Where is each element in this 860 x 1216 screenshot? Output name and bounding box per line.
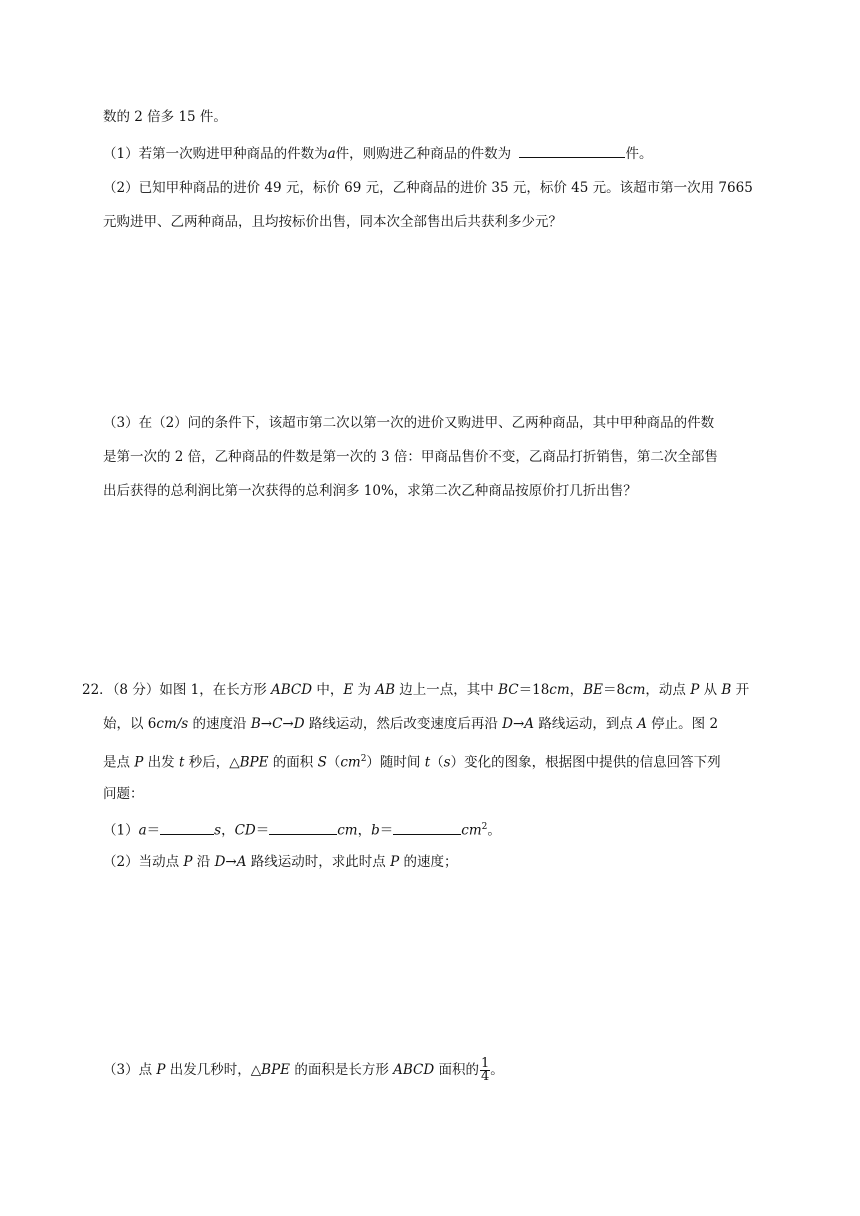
var-A: A xyxy=(524,716,535,732)
answer-blank-CD[interactable] xyxy=(269,820,337,835)
text: 是点 xyxy=(103,754,135,771)
q21-p1-mid: 件，则购进乙种商品的件数为 xyxy=(335,146,512,162)
var-D: D xyxy=(214,854,226,870)
var-P: P xyxy=(183,854,193,870)
arrow-icon: → xyxy=(260,716,273,732)
var-AB: AB xyxy=(375,682,395,698)
q21-part2-line2: 元购进甲、乙两种商品，且均按标价出售，同本次全部售出后共获利多少元？ xyxy=(103,214,562,230)
text: ＝18 xyxy=(518,682,550,698)
text: 的速度沿 xyxy=(188,716,251,732)
var-A: A xyxy=(637,716,647,732)
unit-cm: cm xyxy=(461,822,482,839)
var-A: A xyxy=(236,854,247,870)
text: 路线运动，到点 xyxy=(534,716,638,732)
q22-line4: 问题： xyxy=(103,786,144,802)
arrow-icon: → xyxy=(225,854,237,870)
var-P: P xyxy=(156,1062,166,1078)
text: （ xyxy=(430,754,444,771)
q21-part3-line3: 出后获得的总利润比第一次获得的总利润多 10%，求第二次乙种商品按原价打几折出售？ xyxy=(103,483,637,499)
text: ）变化的图象，根据图中提供的信息回答下列 xyxy=(450,754,721,771)
q21-part3-line1: （3）在（2）问的条件下，该超市第二次以第一次的进价又购进甲、乙两种商品，其中甲种商品的件数 xyxy=(103,415,715,431)
text: 路线运动，然后改变速度后再沿 xyxy=(304,716,503,732)
q22-part1 xyxy=(103,817,501,841)
text: ， xyxy=(221,822,235,839)
var-b: b xyxy=(371,822,380,839)
answer-blank-a[interactable] xyxy=(160,820,214,835)
text: 的速度； xyxy=(399,854,458,870)
q22-line1 xyxy=(82,680,749,700)
text: 沿 xyxy=(192,854,215,870)
text: 面积的 xyxy=(434,1062,479,1078)
arrow-icon: → xyxy=(282,716,294,732)
var-P: P xyxy=(134,754,144,771)
text: 路线运动时，求此时点 xyxy=(246,854,391,870)
text: （8 分）如图 1，在长方形 xyxy=(112,682,271,698)
text: 开 xyxy=(731,682,750,698)
text: ，动点 xyxy=(645,682,691,698)
text: 中， xyxy=(312,682,344,698)
var-E: E xyxy=(343,682,354,698)
var-D: D xyxy=(293,716,305,732)
text: 的面积 xyxy=(268,754,318,771)
text: （3）点 xyxy=(103,1062,157,1078)
text: （2）当动点 xyxy=(103,854,184,870)
q22-part2 xyxy=(103,852,457,872)
var-P: P xyxy=(690,682,700,698)
text: 出发 xyxy=(143,754,179,771)
text: ＝ xyxy=(146,822,161,839)
intro-tail-text: 数的 2 倍多 15 件。 xyxy=(103,109,227,125)
q22-line2 xyxy=(103,714,718,734)
text: 的面积是长方形 xyxy=(290,1062,394,1078)
q21-part3-line2: 是第一次的 2 倍，乙种商品的件数是第一次的 3 倍：甲商品售价不变，乙商品打折销售，第二次全部售 xyxy=(103,449,718,465)
var-C: C xyxy=(272,716,283,732)
q21-part1 xyxy=(103,143,652,164)
var-ABCD: ABCD xyxy=(393,1062,435,1078)
text: 边上一点，其中 xyxy=(395,682,499,698)
text: ＝ xyxy=(379,822,394,839)
unit-cm: cm xyxy=(340,754,361,771)
var-ABCD: ABCD xyxy=(271,682,313,698)
text: 秒后，△ xyxy=(184,754,240,771)
superscript: 2 xyxy=(360,754,367,764)
q21-p1-prefix: （1）若第一次购进甲种商品的件数为 xyxy=(103,146,328,162)
var-B: B xyxy=(721,682,732,698)
text: ， xyxy=(569,682,584,698)
text: 为 xyxy=(353,682,376,698)
arrow-icon: → xyxy=(512,716,525,732)
unit-cm-per-s: cm/s xyxy=(156,716,189,732)
text: ＝ xyxy=(255,822,270,839)
text: 。 xyxy=(487,822,501,839)
q21-p1-suffix: 件。 xyxy=(625,146,653,162)
text: ）随时间 xyxy=(366,754,425,771)
answer-blank-yi-count[interactable] xyxy=(519,143,625,158)
text: 停止。图 2 xyxy=(646,716,719,732)
text: （ xyxy=(326,754,341,771)
superscript: 2 xyxy=(481,822,488,832)
var-BC: BC xyxy=(498,682,519,698)
var-a: a xyxy=(138,822,147,839)
unit-s: s xyxy=(214,822,222,839)
var-D: D xyxy=(502,716,513,732)
answer-blank-b[interactable] xyxy=(393,820,461,835)
fraction-one-quarter xyxy=(480,1058,490,1083)
q22-number: 22． xyxy=(82,682,113,698)
text: 。 xyxy=(490,1062,504,1078)
fraction-numerator: 1 xyxy=(481,1056,490,1071)
var-B: B xyxy=(250,716,261,732)
text: ＝8 xyxy=(602,682,626,698)
unit-cm: cm xyxy=(625,682,646,698)
var-BE: BE xyxy=(583,682,603,698)
var-a: a xyxy=(327,146,336,162)
q22-line3 xyxy=(103,749,721,773)
var-t: t xyxy=(424,754,431,771)
text: 从 xyxy=(699,682,722,698)
unit-s: s xyxy=(443,754,451,771)
var-BPE: BPE xyxy=(261,1062,291,1078)
text: 始，以 6 xyxy=(103,716,157,732)
var-t: t xyxy=(178,754,185,771)
var-P: P xyxy=(390,854,400,870)
q22-part3 xyxy=(103,1058,504,1083)
q21-part2-line1: （2）已知甲种商品的进价 49 元，标价 69 元，乙种商品的进价 35 元，标价 45 元。该超市第一次用 7665 xyxy=(103,180,753,196)
var-CD: CD xyxy=(234,822,256,839)
var-BPE: BPE xyxy=(239,754,269,771)
var-S: S xyxy=(317,754,327,771)
fraction-denominator: 4 xyxy=(481,1069,490,1084)
text: （1） xyxy=(103,822,139,839)
text: ， xyxy=(357,822,372,839)
unit-cm: cm xyxy=(337,822,358,839)
text: 出发几秒时，△ xyxy=(165,1062,262,1078)
unit-cm: cm xyxy=(549,682,570,698)
